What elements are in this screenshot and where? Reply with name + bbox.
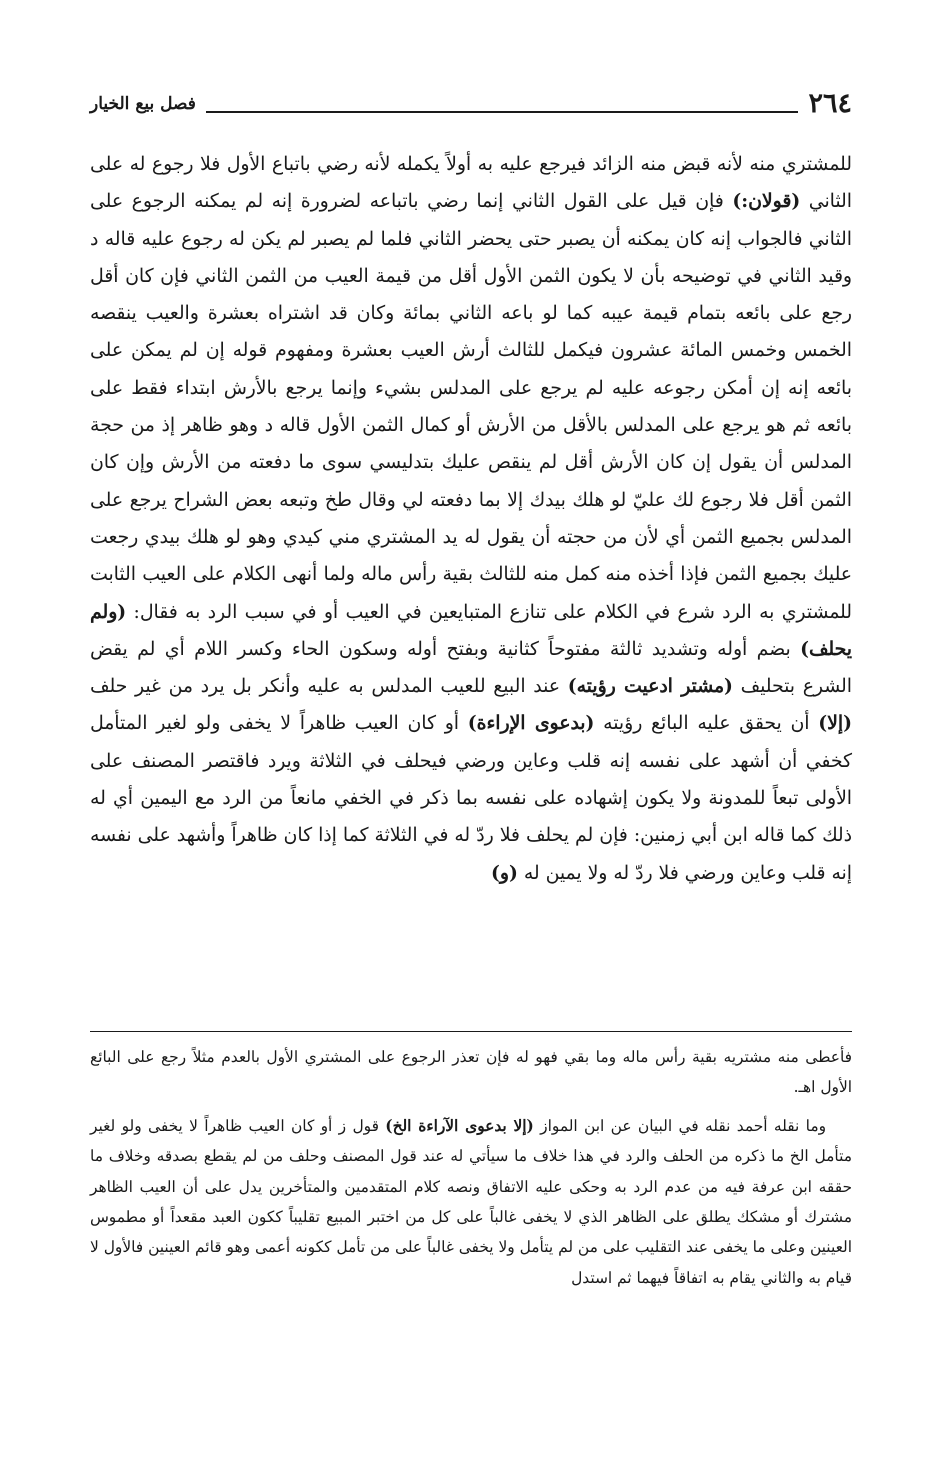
page-header	[90, 88, 852, 118]
bold-term: (و)	[491, 861, 518, 884]
text-span: بضم أوله وتشديد ثالثة مفتوحاً كثانية وبفتح أوله وسكون الحاء وكسر اللام أي لم يقض الشرع بتحليف	[90, 638, 852, 698]
text-span: قول ز أو كان العيب ظاهراً لا يخفى ولو لغير متأمل الخ ما ذكره من الحلف والرد في هذا خلاف ما سيأتي له عند قول المصنف وحلف من لم يقطع بصدقه وخلاف ما حققه ابن عرفة فيه من عدم الرد به وحكى عليه الاتفاق ونصه كلام المتقدمين والمتأخرين يدل على أن العيب الظاهر مشترك أو مشكك يطلق على الظاهر الذي لا يخفى غالباً على كل من اختبر المبيع تقليباً ككون العبد مقعداً أو مطموس العينين وعلى ما يخفى عند التقليب على من لم يتأمل ولا يخفى غالباً على من تأمل ككونه أعمى وهو قائم العينين فالأول لا قيام به والثاني يقام به اتفاقاً فيهما ثم استدل	[90, 1116, 852, 1287]
bold-term: (إلا)	[818, 712, 852, 735]
footnote-divider	[90, 1031, 852, 1032]
text-span: للمشتري منه لأنه قبض منه الزائد فيرجع عليه به أولاً يكمله لأنه رضي باتباع الأول فلا رجوع له على الثاني	[90, 154, 852, 213]
section-title: فصل بيع الخيار	[90, 94, 196, 114]
bold-term: (إلا بدعوى الآراءة الخ)	[385, 1116, 534, 1135]
footnote-paragraph	[90, 1111, 852, 1293]
main-text	[90, 146, 852, 892]
bold-term: (قولان:)	[732, 190, 801, 213]
text-span: أو كان العيب ظاهراً لا يخفى ولو لغير المتأمل كخفي أن أشهد على نفسه إنه قلب وعاين ورضي فيحلف في الثلاثة ويرد فاقتصر المصنف على الأولى تبعاً للمدونة ولا يكون إشهاده على نفسه بما ذكر في الخفي مانعاً من الرد مع اليمين أي له ذلك كما قاله ابن أبي زمنين: فإن لم يحلف فلا ردّ له في الثلاثة كما إذا كان ظاهراً وأشهد على نفسه إنه قلب وعاين ورضي فلا ردّ له ولا يمين له	[90, 713, 852, 884]
text-span: عند البيع للعيب المدلس به عليه وأنكر بل يرد من غير حلف	[90, 676, 568, 698]
page-number: ٢٦٤	[808, 88, 852, 119]
footnote-paragraph: فأعطى منه مشتريه بقية رأس ماله وما بقي فهو له فإن تعذر الرجوع على المشتري الأول بالعدم مثلاً رجع على البائع الأول اهـ.	[90, 1048, 852, 1097]
text-span: فإن قيل على القول الثاني إنما رضي باتباعه لضرورة إنه لم يمكنه الرجوع على الثاني فالجواب إنه كان يمكنه أن يصبر حتى يحضر الثاني فلما لم يصبر لم يكن له رجوع عليه قاله د وقيد الثاني في توضيحه بأن لا يكون الثمن الأول أقل من قيمة العيب من الثمن الثاني فإن كان أقل رجع على بائعه بتمام قيمة عيبه كما لو باعه الثاني بمائة وكان قد اشتراه بعشرة والعيب ينقصه الخمس وخمس المائة عشرون فيكمل للثالث أرش العيب بعشرة ومفهوم قوله إن لم يمكن على بائعه إنه إن أمكن رجوعه عليه لم يرجع على المدلس بشيء وإنما يرجع بالأرش ابتداء فقط على بائعه ثم هو يرجع على المدلس بالأقل من الأرش أو كمال الثمن الأول قاله د وهو ظاهر إذ من حجة المدلس أن يقول إن كان الأرش أقل لم ينقص عليك بتدليسي سوى ما دفعته من الأرش وإن كان الثمن أقل فلا رجوع لك عليّ لو هلك بيدك إلا بما دفعته لي وقال طخ وتبعه بعض الشراح يرجع على المدلس بجميع الثمن أي لأن من حجته أن يقول له يد المشتري مني كيدي وهو لو هلك بيدي رجعت عليك بجميع الثمن فإذا أخذه منه كمل منه للثالث بقية رأس ماله ولما أنهى الكلام على العيب الثابت للمشتري به الرد شرع في الكلام على تنازع المتبايعين في العيب أو في سبب الرد به فقال:	[90, 191, 852, 623]
text-span: وما نقله أحمد نقله في البيان عن ابن المواز	[533, 1116, 826, 1135]
header-rule	[206, 111, 799, 113]
bold-term: (ولم يحلف)	[90, 600, 852, 660]
footnotes	[90, 1042, 852, 1293]
bold-term: (بدعوى الإراءة)	[467, 712, 595, 735]
text-span: أن يحقق عليه البائع رؤيته	[594, 713, 819, 735]
bold-term: (مشتر ادعيت رؤيته)	[567, 675, 733, 698]
